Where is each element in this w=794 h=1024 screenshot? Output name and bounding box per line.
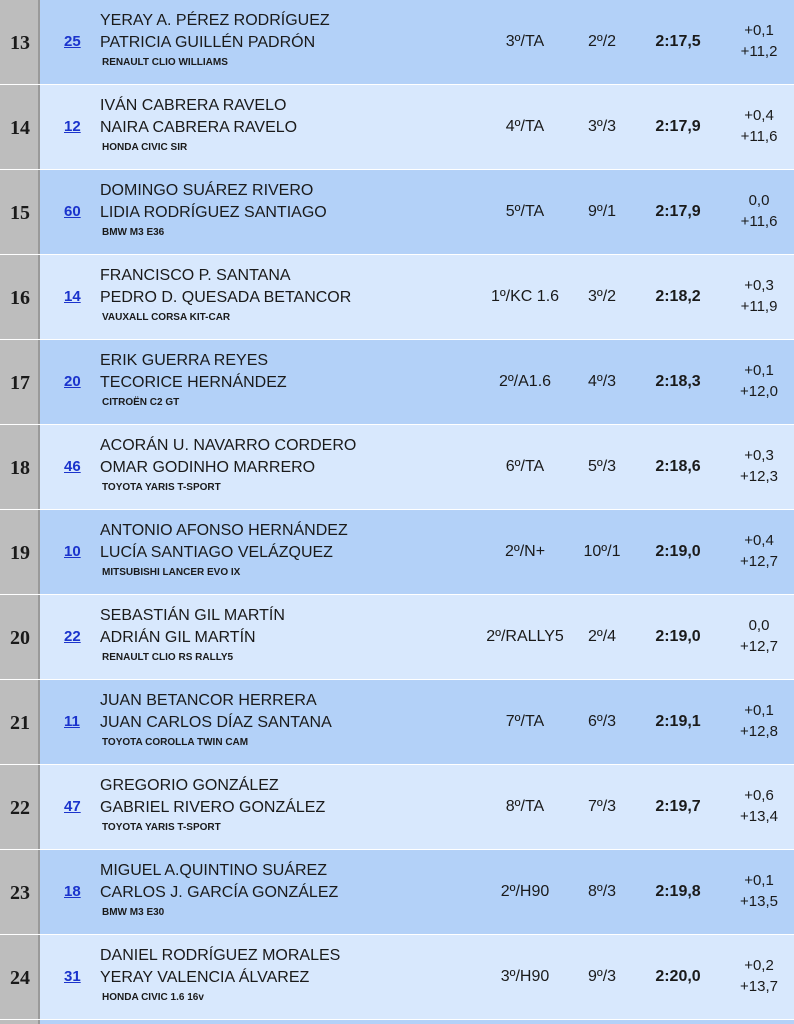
class-position: 2º/A1.6 — [498, 373, 552, 390]
position-number: 15 — [10, 202, 30, 224]
diff-previous: +0,1 — [744, 872, 774, 889]
diff-leader: +11,2 — [740, 43, 778, 60]
class-position: 6º/TA — [505, 458, 545, 475]
driver-name: FRANCISCO P. SANTANA — [100, 267, 291, 284]
car-number-link[interactable]: 12 — [64, 118, 81, 135]
position-number: 19 — [10, 542, 30, 564]
position-number: 14 — [10, 117, 30, 139]
car-model: TOYOTA COROLLA TWIN CAM — [102, 737, 249, 748]
car-model: RENAULT CLIO WILLIAMS — [102, 57, 228, 68]
table-row — [0, 340, 794, 425]
codriver-name: JUAN CARLOS DÍAZ SANTANA — [100, 714, 332, 731]
diff-leader: +13,5 — [740, 893, 778, 910]
stage-time: 2:19,1 — [655, 713, 701, 730]
driver-name: DOMINGO SUÁREZ RIVERO — [100, 182, 314, 199]
table-row — [0, 85, 794, 170]
group-position: 3º/3 — [587, 118, 617, 135]
diff-leader: +12,7 — [740, 553, 778, 570]
position-number: 13 — [10, 32, 30, 54]
car-number-link[interactable]: 47 — [64, 798, 81, 815]
car-model: BMW M3 E30 — [102, 907, 165, 918]
car-model: HONDA CIVIC 1.6 16v — [102, 992, 204, 1003]
diff-leader: +13,4 — [740, 808, 778, 825]
codriver-name: LIDIA RODRÍGUEZ SANTIAGO — [100, 204, 327, 221]
position-cell — [0, 340, 40, 424]
diff-leader: +11,6 — [740, 128, 778, 145]
class-position: 2º/H90 — [500, 883, 550, 900]
car-model: RENAULT CLIO RS RALLY5 — [102, 652, 234, 663]
car-number-link[interactable]: 22 — [64, 628, 81, 645]
diff-previous: +0,3 — [744, 277, 774, 294]
class-position: 7º/TA — [505, 713, 545, 730]
position-number: 22 — [10, 797, 30, 819]
driver-name: MIGUEL A.QUINTINO SUÁREZ — [100, 862, 327, 879]
car-model: MITSUBISHI LANCER EVO IX — [102, 567, 241, 578]
stage-time: 2:19,8 — [655, 883, 701, 900]
diff-leader: +12,8 — [740, 723, 778, 740]
stage-time: 2:18,6 — [655, 458, 701, 475]
car-model: TOYOTA YARIS T-SPORT — [102, 482, 221, 493]
driver-name: ACORÁN U. NAVARRO CORDERO — [100, 437, 357, 454]
position-cell — [0, 85, 40, 169]
stage-time: 2:17,9 — [655, 203, 701, 220]
table-row — [0, 595, 794, 680]
position-number: 21 — [10, 712, 30, 734]
codriver-name: YERAY VALENCIA ÁLVAREZ — [100, 969, 310, 986]
position-cell — [0, 680, 40, 764]
class-position: 1º/KC 1.6 — [490, 288, 560, 305]
codriver-name: PEDRO D. QUESADA BETANCOR — [100, 289, 352, 306]
driver-name: YERAY A. PÉREZ RODRÍGUEZ — [100, 12, 330, 29]
position-cell — [0, 850, 40, 934]
class-position: 8º/TA — [505, 798, 545, 815]
diff-previous: +0,3 — [744, 447, 774, 464]
diff-leader: +12,7 — [740, 638, 778, 655]
diff-leader: +11,9 — [740, 298, 778, 315]
stage-time: 2:20,0 — [655, 968, 701, 985]
diff-leader: +12,0 — [740, 383, 778, 400]
driver-name: GREGORIO GONZÁLEZ — [100, 777, 279, 794]
table-row — [0, 170, 794, 255]
car-number-link[interactable]: 18 — [64, 883, 81, 900]
group-position: 2º/2 — [587, 33, 617, 50]
position-cell — [0, 595, 40, 679]
driver-name: ANTONIO AFONSO HERNÁNDEZ — [100, 522, 348, 539]
car-number-link[interactable]: 10 — [64, 543, 81, 560]
position-cell — [0, 425, 40, 509]
position-number: 16 — [10, 287, 30, 309]
group-position: 2º/4 — [587, 628, 617, 645]
table-row — [0, 0, 794, 85]
table-row — [0, 255, 794, 340]
stage-time: 2:18,3 — [655, 373, 701, 390]
driver-name: ERIK GUERRA REYES — [100, 352, 269, 369]
position-cell — [0, 255, 40, 339]
table-row — [0, 850, 794, 935]
car-model: CITROËN C2 GT — [102, 397, 180, 408]
codriver-name: NAIRA CABRERA RAVELO — [100, 119, 298, 136]
stage-time: 2:19,0 — [655, 543, 701, 560]
car-number-link[interactable]: 25 — [64, 33, 81, 50]
diff-previous: +0,1 — [744, 22, 774, 39]
stage-time: 2:17,5 — [655, 33, 701, 50]
position-number: 24 — [10, 967, 30, 989]
codriver-name: LUCÍA SANTIAGO VELÁZQUEZ — [100, 544, 333, 561]
codriver-name: PATRICIA GUILLÉN PADRÓN — [100, 34, 316, 51]
driver-name: JUAN BETANCOR HERRERA — [100, 692, 317, 709]
car-number-link[interactable]: 31 — [64, 968, 81, 985]
stage-time: 2:19,0 — [655, 628, 701, 645]
driver-name: DANIEL RODRÍGUEZ MORALES — [100, 947, 341, 964]
diff-previous: 0,0 — [748, 192, 770, 209]
codriver-name: TECORICE HERNÁNDEZ — [100, 374, 287, 391]
class-position: 2º/N+ — [504, 543, 546, 560]
class-position: 2º/RALLY5 — [486, 628, 564, 645]
group-position: 3º/2 — [587, 288, 617, 305]
stage-time: 2:17,9 — [655, 118, 701, 135]
group-position: 8º/3 — [587, 883, 617, 900]
car-number-link[interactable]: 60 — [64, 203, 81, 220]
diff-previous: +0,1 — [744, 362, 774, 379]
car-model: TOYOTA YARIS T-SPORT — [102, 822, 221, 833]
table-row — [0, 680, 794, 765]
group-position: 5º/3 — [587, 458, 617, 475]
diff-leader: +12,3 — [740, 468, 778, 485]
driver-name: IVÁN CABRERA RAVELO — [100, 97, 287, 114]
position-cell — [0, 170, 40, 254]
position-cell — [0, 0, 40, 84]
position-cell — [0, 510, 40, 594]
position-number: 20 — [10, 627, 30, 649]
class-position: 3º/H90 — [500, 968, 550, 985]
car-number-link[interactable]: 14 — [64, 288, 81, 305]
diff-previous: +0,2 — [744, 957, 774, 974]
table-row — [0, 510, 794, 595]
car-model: BMW M3 E36 — [102, 227, 165, 238]
codriver-name: GABRIEL RIVERO GONZÁLEZ — [100, 799, 326, 816]
diff-previous: +0,4 — [744, 532, 774, 549]
position-cell — [0, 935, 40, 1019]
group-position: 10º/1 — [583, 543, 621, 560]
diff-previous: +0,4 — [744, 107, 774, 124]
position-number: 18 — [10, 457, 30, 479]
position-number: 23 — [10, 882, 30, 904]
class-position: 5º/TA — [505, 203, 545, 220]
diff-previous: +0,1 — [744, 702, 774, 719]
class-position: 4º/TA — [505, 118, 545, 135]
diff-leader: +13,7 — [740, 978, 778, 995]
car-model: VAUXALL CORSA KIT-CAR — [102, 312, 231, 323]
table-row — [0, 935, 794, 1020]
diff-previous: +0,6 — [744, 787, 774, 804]
car-number-link[interactable]: 46 — [64, 458, 81, 475]
position-number: 17 — [10, 372, 30, 394]
class-position: 3º/TA — [505, 33, 545, 50]
position-cell — [0, 1020, 40, 1024]
stage-time: 2:19,7 — [655, 798, 701, 815]
stage-time: 2:18,2 — [655, 288, 701, 305]
group-position: 9º/1 — [587, 203, 617, 220]
codriver-name: CARLOS J. GARCÍA GONZÁLEZ — [100, 884, 339, 901]
car-number-link[interactable]: 11 — [64, 713, 80, 730]
group-position: 7º/3 — [587, 798, 617, 815]
position-cell — [0, 765, 40, 849]
car-model: HONDA CIVIC SIR — [102, 142, 188, 153]
table-row — [0, 765, 794, 850]
codriver-name: ADRIÁN GIL MARTÍN — [100, 629, 256, 646]
group-position: 4º/3 — [587, 373, 617, 390]
table-row-partial — [0, 1020, 794, 1024]
diff-previous: 0,0 — [748, 617, 770, 634]
car-number-link[interactable]: 20 — [64, 373, 81, 390]
codriver-name: OMAR GODINHO MARRERO — [100, 459, 316, 476]
group-position: 6º/3 — [587, 713, 617, 730]
table-row — [0, 425, 794, 510]
group-position: 9º/3 — [587, 968, 617, 985]
diff-leader: +11,6 — [740, 213, 778, 230]
driver-name: SEBASTIÁN GIL MARTÍN — [100, 607, 285, 624]
